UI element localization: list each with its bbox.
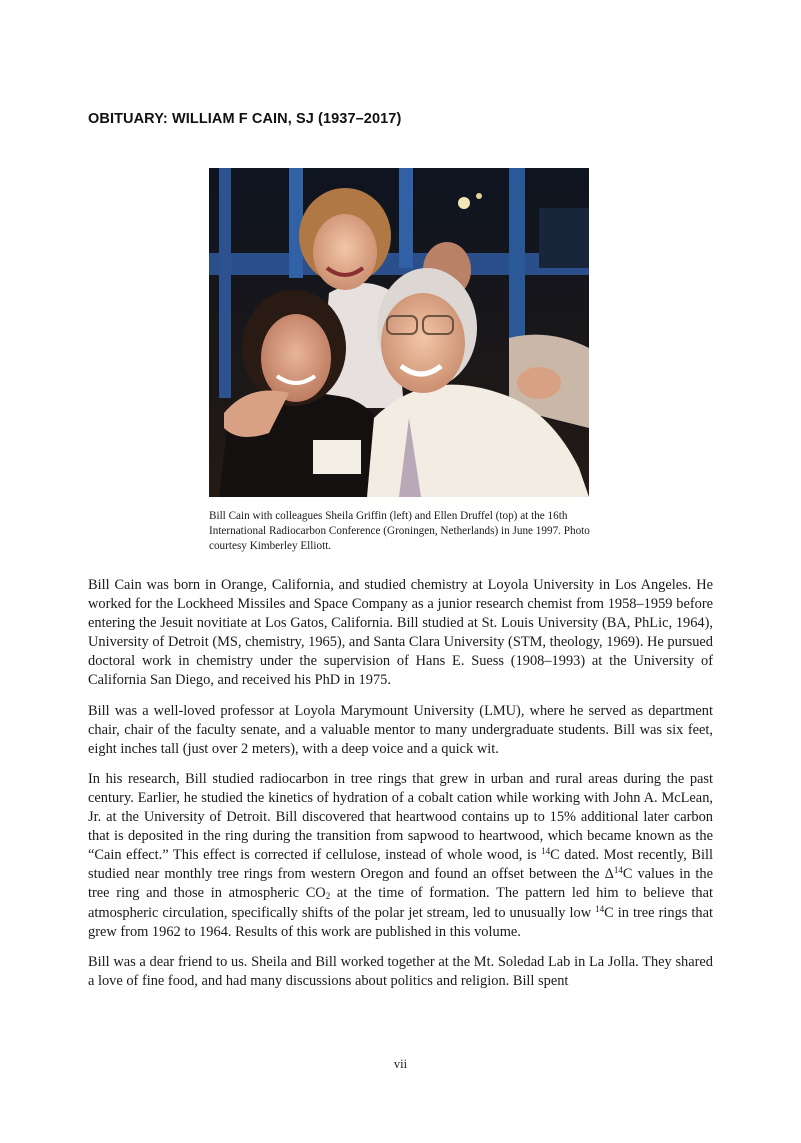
page-number: vii — [393, 1057, 408, 1071]
superscript-14: 14 — [541, 846, 551, 857]
paragraph-3-text-e: C in tree rings that grew from 1962 to 1964. Results of this work are published in this volume. — [88, 904, 713, 940]
article-body — [88, 576, 713, 1002]
paragraph-3-text-a: In his research, Bill studied radiocarbon in tree rings that grew in urban and rural areas during the past century. Earlier, he studied the kinetics of hydration of a cobalt cation while working with John A. McLean, Jr. at the University of Detroit. Bill discovered that heartwood contains up to 15% additional later carbon that is deposited in the ring during the transition from sapwood to heartwood, which became known as the “Cain effect.” This effect is corrected if cellulose, instead of whole wood, is — [88, 770, 713, 864]
superscript-14: 14 — [595, 903, 605, 914]
paragraph-3-text-b: C dated. Most recently, Bill studied near monthly tree rings from western Oregon and found an offset between the Δ — [88, 847, 713, 883]
paragraph-4: Bill was a dear friend to us. Sheila and Bill worked together at the Mt. Soledad Lab in La Jolla. They shared a love of fine food, and had many discussions about politics and religion. Bill spent — [88, 953, 713, 989]
article-title: OBITUARY: WILLIAM F CAIN, SJ (1937–2017) — [88, 111, 402, 127]
subscript-2: 2 — [325, 891, 331, 902]
superscript-14: 14 — [613, 865, 623, 876]
paragraph-1: Bill Cain was born in Orange, California, and studied chemistry at Loyola University in Los Angeles. He worked for the Lockheed Missiles and Space Company as a junior research chemist from 1958–1959 before entering the Jesuit novitiate at Los Gatos, California. Bill studied at St. Louis University (BA, PhLic, 1964), University of Detroit (MS, chemistry, 1965), and Santa Clara University (STM, theology, 1969). He pursued doctoral work in chemistry under the supervision of Hans E. Suess (1908–1993) at the University of California San Diego, and received his PhD in 1975. — [88, 577, 713, 689]
photo-caption: Bill Cain with colleagues Sheila Griffin (left) and Ellen Druffel (top) at the 16th International Radiocarbon Conference (Groningen, Netherlands) in June 1997. Photo courtesy Kimberley Elliott. — [209, 510, 590, 552]
group-photo — [209, 168, 589, 497]
paragraph-3-text-c: C values in the tree ring and those in atmospheric CO — [88, 866, 713, 902]
paragraph-3 — [88, 770, 713, 942]
paragraph-2: Bill was a well-loved professor at Loyola Marymount University (LMU), where he served as department chair, chair of the faculty senate, and a valuable mentor to many undergraduate students. Bill was six feet, eight inches tall (just over 2 meters), with a deep voice and a quick wit. — [88, 702, 713, 757]
paragraph-3-text-d: at the time of formation. The pattern led him to believe that atmospheric circulation, specifically shifts of the polar jet stream, led to unusually low — [88, 885, 713, 921]
